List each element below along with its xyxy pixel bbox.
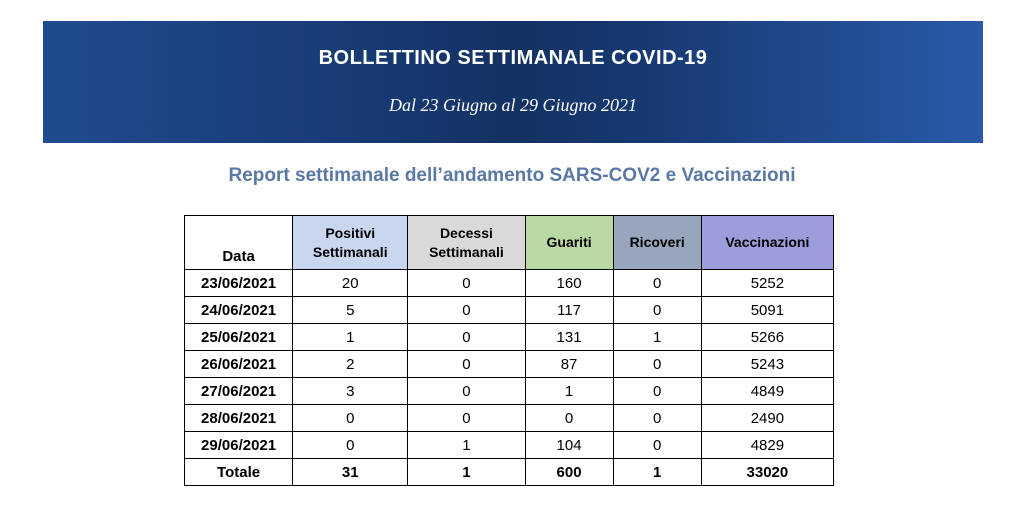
table-row [185,378,834,405]
table-row [185,405,834,432]
cell-date: 24/06/2021 [185,297,293,324]
header-positivi [293,216,408,270]
cell-ricoveri: 0 [613,378,701,405]
cell-ricoveri: 0 [613,351,701,378]
cell-date: 26/06/2021 [185,351,293,378]
header-positivi-line1: Positivi [325,224,376,241]
report-title: Report settimanale dell’andamento SARS-COV2 e Vaccinazioni [228,165,796,186]
cell-decessi: 0 [408,378,525,405]
cell-decessi: 0 [408,270,525,297]
header-decessi-line2: Settimanali [429,243,504,260]
weekly-report-table [184,215,834,486]
cell-date: 28/06/2021 [185,405,293,432]
total-vaccinazioni: 33020 [701,459,833,486]
cell-ricoveri: 0 [613,270,701,297]
header-decessi [408,216,525,270]
header-date: Data [185,216,293,270]
table-row [185,324,834,351]
cell-date: 25/06/2021 [185,324,293,351]
cell-decessi: 0 [408,351,525,378]
cell-date: 27/06/2021 [185,378,293,405]
header-vaccinazioni: Vaccinazioni [701,216,833,270]
cell-vaccinazioni: 5266 [701,324,833,351]
cell-guariti: 117 [525,297,613,324]
cell-date: 29/06/2021 [185,432,293,459]
cell-date: 23/06/2021 [185,270,293,297]
cell-guariti: 0 [525,405,613,432]
table-row [185,297,834,324]
total-positivi: 31 [293,459,408,486]
bulletin-date-range: Dal 23 Giugno al 29 Giugno 2021 [388,95,637,115]
cell-guariti: 87 [525,351,613,378]
cell-decessi: 1 [408,432,525,459]
cell-positivi: 1 [293,324,408,351]
table-row [185,351,834,378]
cell-positivi: 20 [293,270,408,297]
cell-decessi: 0 [408,297,525,324]
cell-decessi: 0 [408,324,525,351]
cell-positivi: 3 [293,378,408,405]
cell-ricoveri: 0 [613,405,701,432]
table-header-row [185,216,834,270]
header-banner [43,21,983,143]
total-decessi: 1 [408,459,525,486]
cell-positivi: 0 [293,432,408,459]
cell-positivi: 2 [293,351,408,378]
cell-vaccinazioni: 5091 [701,297,833,324]
cell-vaccinazioni: 2490 [701,405,833,432]
header-decessi-line1: Decessi [439,224,493,241]
cell-guariti: 104 [525,432,613,459]
cell-vaccinazioni: 5252 [701,270,833,297]
cell-positivi: 0 [293,405,408,432]
header-positivi-line2: Settimanali [312,243,388,260]
cell-guariti: 131 [525,324,613,351]
cell-guariti: 160 [525,270,613,297]
total-label: Totale [185,459,293,486]
cell-vaccinazioni: 4829 [701,432,833,459]
cell-vaccinazioni: 5243 [701,351,833,378]
bulletin-title: BOLLETTINO SETTIMANALE COVID-19 [318,47,708,69]
header-guariti: Guariti [525,216,613,270]
total-guariti: 600 [525,459,613,486]
cell-positivi: 5 [293,297,408,324]
table-row [185,432,834,459]
total-ricoveri: 1 [613,459,701,486]
total-row [185,459,834,486]
table-row [185,270,834,297]
cell-guariti: 1 [525,378,613,405]
header-ricoveri: Ricoveri [613,216,701,270]
cell-ricoveri: 0 [613,297,701,324]
cell-decessi: 0 [408,405,525,432]
cell-vaccinazioni: 4849 [701,378,833,405]
cell-ricoveri: 1 [613,324,701,351]
cell-ricoveri: 0 [613,432,701,459]
